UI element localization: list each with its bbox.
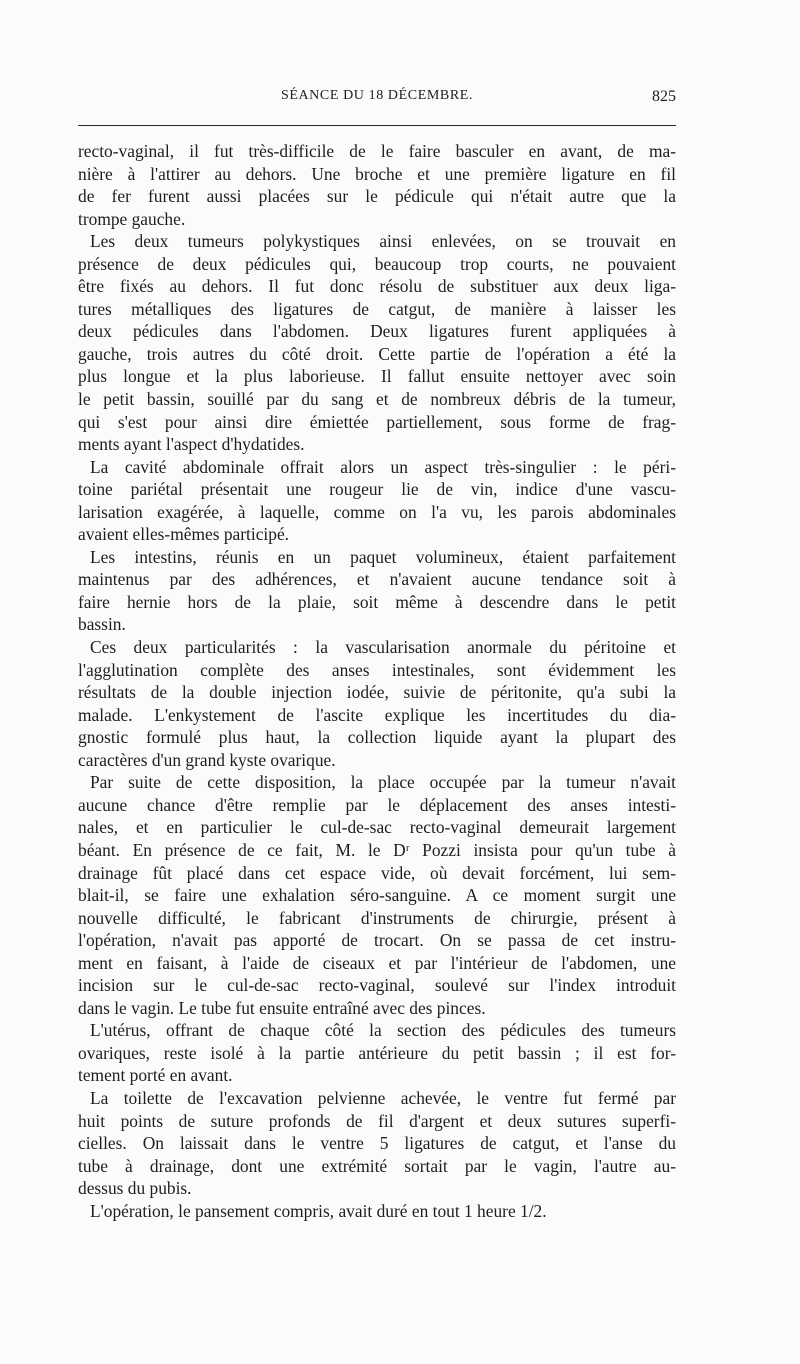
text-line: incision sur le cul-de-sac recto-vaginal, soulevé sur l'index introduit: [78, 975, 676, 996]
text-line: ments ayant l'aspect d'hydatides.: [78, 434, 305, 455]
text-line: nouvelle difficulté, le fabricant d'instruments de chirurgie, présent à: [78, 907, 676, 928]
text-line: L'utérus, offrant de chaque côté la section des pédicules des tumeurs: [90, 1020, 676, 1041]
text-line: Par suite de cette disposition, la place occupée par la tumeur n'avait: [90, 772, 676, 793]
text-line: aucune chance d'être remplie par le déplacement des anses intesti-: [78, 794, 676, 815]
text-line: Les intestins, réunis en un paquet volumineux, étaient parfaitement: [90, 546, 676, 567]
text-line: tures métalliques des ligatures de catgut, de manière à laisser les: [78, 298, 676, 319]
text-line: présence de deux pédicules qui, beaucoup trop courts, ne pouvaient: [78, 253, 676, 274]
text-line: nales, et en particulier le cul-de-sac recto-vaginal demeurait largement: [78, 817, 676, 838]
text-line: caractères d'un grand kyste ovarique.: [78, 749, 336, 770]
header-rule: [78, 125, 676, 126]
text-line: malade. L'enkystement de l'ascite explique les incertitudes du dia-: [78, 704, 676, 725]
text-line: dessus du pubis.: [78, 1178, 192, 1199]
text-line: le petit bassin, souillé par du sang et de nombreux débris de la tumeur,: [78, 389, 676, 410]
text-line: tement porté en avant.: [78, 1065, 233, 1086]
text-line: faire hernie hors de la plaie, soit même à descendre dans le petit: [78, 591, 676, 612]
text-line: cielles. On laissait dans le ventre 5 ligatures de catgut, et l'anse du: [78, 1133, 676, 1154]
text-line: bassin.: [78, 614, 126, 635]
text-line: plus longue et la plus laborieuse. Il fallut ensuite nettoyer avec soin: [78, 366, 676, 387]
text-line: résultats de la double injection iodée, suivie de péritonite, qu'a subi la: [78, 682, 676, 703]
text-line: nière à l'attirer au dehors. Une broche et une première ligature en fil: [78, 163, 676, 184]
text-line: Les deux tumeurs polykystiques ainsi enlevées, on se trouvait en: [90, 231, 676, 252]
text-line: tube à drainage, dont une extrémité sortait par le vagin, l'autre au-: [78, 1155, 676, 1176]
text-line: ovariques, reste isolé à la partie antérieure du petit bassin ; il est for-: [78, 1042, 676, 1063]
body-text: [78, 140, 676, 1222]
text-line: avaient elles-mêmes participé.: [78, 524, 290, 545]
running-head: SÉANCE DU 18 DÉCEMBRE.: [280, 88, 474, 103]
text-line: deux pédicules dans l'abdomen. Deux ligatures furent appliquées à: [78, 321, 676, 342]
text-line: L'opération, le pansement compris, avait duré en tout 1 heure 1/2.: [90, 1200, 547, 1221]
text-line: La toilette de l'excavation pelvienne achevée, le ventre fut fermé par: [90, 1087, 676, 1108]
text-line: de fer furent aussi placées sur le pédicule qui n'était autre que la: [78, 186, 676, 207]
text-line: drainage fût placé dans cet espace vide, où devait forcément, lui sem-: [78, 862, 676, 883]
text-line: recto-vaginal, il fut très-difficile de le faire basculer en avant, de ma-: [78, 141, 676, 161]
text-line: béant. En présence de ce fait, M. le Dʳ Pozzi insista pour qu'un tube à: [78, 839, 676, 860]
text-line: l'opération, n'avait pas apporté de trocart. On se passa de cet instru-: [78, 930, 676, 951]
page-number: 825: [652, 88, 676, 105]
text-line: l'agglutination complète des anses intestinales, sont évidemment les: [78, 659, 676, 680]
text-line: gnostic formulé plus haut, la collection liquide ayant la plupart des: [78, 727, 676, 748]
text-line: être fixés au dehors. Il fut donc résolu de substituer aux deux liga-: [78, 276, 676, 297]
text-line: huit points de suture profonds de fil d'argent et deux sutures superfi-: [78, 1110, 676, 1131]
text-line: Ces deux particularités : la vascularisation anormale du péritoine et: [90, 637, 676, 658]
text-line: gauche, trois autres du côté droit. Cette partie de l'opération a été la: [78, 343, 676, 364]
text-line: trompe gauche.: [78, 208, 186, 229]
text-line: blait-il, se faire une exhalation séro-sanguine. A ce moment surgit une: [78, 885, 676, 906]
text-line: toine pariétal présentait une rougeur lie de vin, indice d'une vascu-: [78, 479, 676, 500]
text-line: qui s'est pour ainsi dire émiettée partiellement, sous forme de frag-: [78, 411, 676, 432]
text-line: larisation exagérée, à laquelle, comme on l'a vu, les parois abdominales: [78, 501, 676, 522]
text-line: ment en faisant, à l'aide de ciseaux et par l'intérieur de l'abdomen, une: [78, 952, 676, 973]
text-line: dans le vagin. Le tube fut ensuite entraîné avec des pinces.: [78, 997, 486, 1018]
text-line: La cavité abdominale offrait alors un aspect très-singulier : le péri-: [90, 456, 676, 477]
page-header: [78, 88, 676, 112]
text-line: maintenus par des adhérences, et n'avaient aucune tendance soit à: [78, 569, 676, 590]
